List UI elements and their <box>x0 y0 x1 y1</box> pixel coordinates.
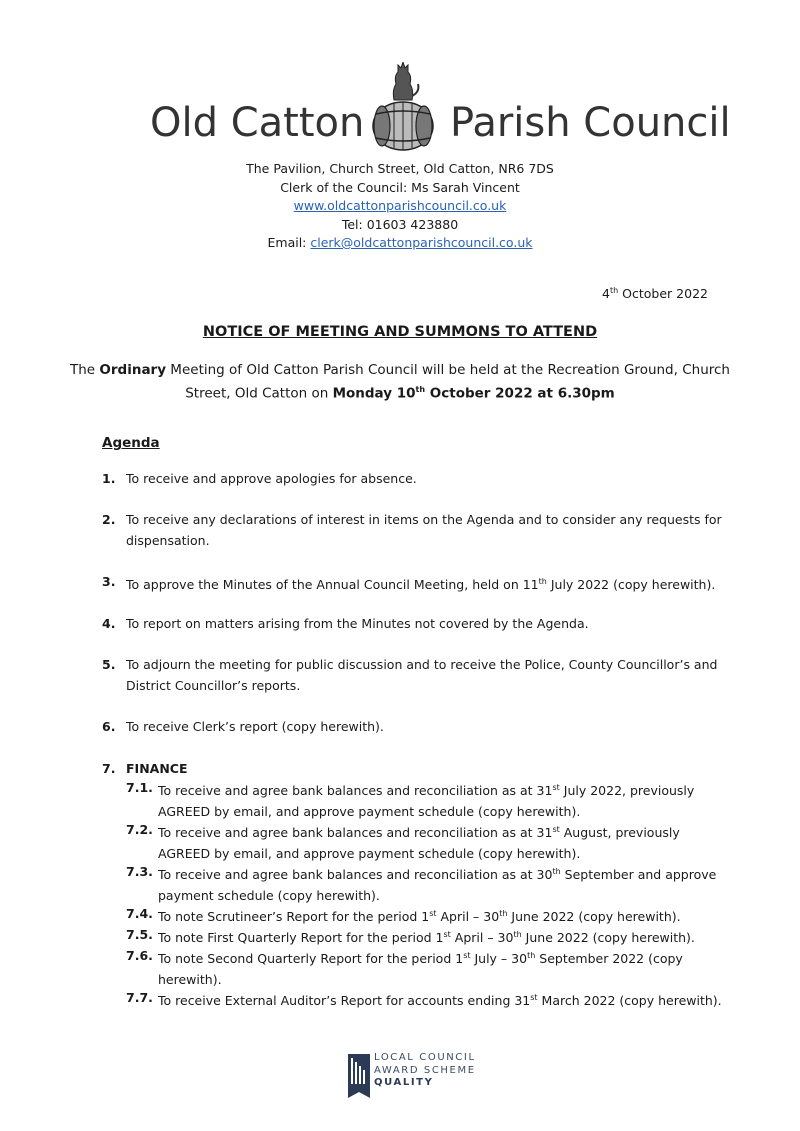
agenda-item: 2. To receive any declarations of interest in items on the Agenda and to consider any requests for dispensation. <box>102 512 722 548</box>
finance-item: 7.2. To receive and agree bank balances and reconciliation as at 31st August, previously AGREED by email, and approve payment schedule (copy herewith). <box>126 822 680 862</box>
letter-date: 4th October 2022 <box>602 286 708 302</box>
contact-block <box>0 160 800 253</box>
address-line: The Pavilion, Church Street, Old Catton, NR6 7DS <box>246 161 554 176</box>
email-link[interactable]: clerk@oldcattonparishcouncil.co.uk <box>310 235 533 250</box>
finance-item: 7.5. To note First Quarterly Report for the period 1st April – 30th June 2022 (copy herewith). <box>126 927 695 946</box>
finance-item: 7.1. To receive and agree bank balances and reconciliation as at 31st July 2022, previously AGREED by email, and approve payment schedule (copy herewith). <box>126 780 695 820</box>
agenda-item: 5. To adjourn the meeting for public discussion and to receive the Police, County Councillor’s and District Councillor’s reports. <box>102 657 718 693</box>
finance-item: 7.6. To note Second Quarterly Report for the period 1st July – 30th September 2022 (copy herewith). <box>126 948 683 988</box>
meeting-intro: The Ordinary Meeting of Old Catton Parish Council will be held at the Recreation Ground, Church Street, Old Catton on Monday 10th October 2022 at 6.30pm <box>70 362 730 402</box>
finance-item: 7.4. To note Scrutineer’s Report for the period 1st April – 30th June 2022 (copy herewith). <box>126 906 681 925</box>
finance-item: 7.3. To receive and agree bank balances and reconciliation as at 30th September and approve payment schedule (copy herewith). <box>126 864 717 904</box>
letterhead <box>0 62 800 162</box>
barrel-with-cat-icon <box>368 62 438 154</box>
agenda-item: 1. To receive and approve apologies for absence. <box>102 471 417 486</box>
clerk-line: Clerk of the Council: Ms Sarah Vincent <box>280 179 520 195</box>
title-old-catton: Old Catton <box>150 100 365 146</box>
award-text: LOCAL COUNCIL AWARD SCHEME QUALITY <box>374 1052 476 1088</box>
award-logo <box>348 1052 498 1102</box>
email-label: Email: <box>267 235 311 250</box>
tel-line: Tel: 01603 423880 <box>341 216 459 232</box>
agenda-heading: Agenda <box>102 435 160 451</box>
title-parish-council: Parish Council <box>450 100 731 146</box>
agenda-item: 3. To approve the Minutes of the Annual Council Meeting, held on 11th July 2022 (copy herewith). <box>102 574 716 593</box>
notice-title: NOTICE OF MEETING AND SUMMONS TO ATTEND <box>202 324 598 340</box>
agenda-item-finance: 7. FINANCE <box>102 761 188 776</box>
local-council-award-icon <box>348 1054 372 1098</box>
website-link[interactable]: www.oldcattonparishcouncil.co.uk <box>293 198 507 213</box>
agenda-item: 6. To receive Clerk’s report (copy herewith). <box>102 719 384 734</box>
agenda-item: 4. To report on matters arising from the Minutes not covered by the Agenda. <box>102 616 589 631</box>
finance-item: 7.7. To receive External Auditor’s Report for accounts ending 31st March 2022 (copy herewith). <box>126 990 722 1009</box>
